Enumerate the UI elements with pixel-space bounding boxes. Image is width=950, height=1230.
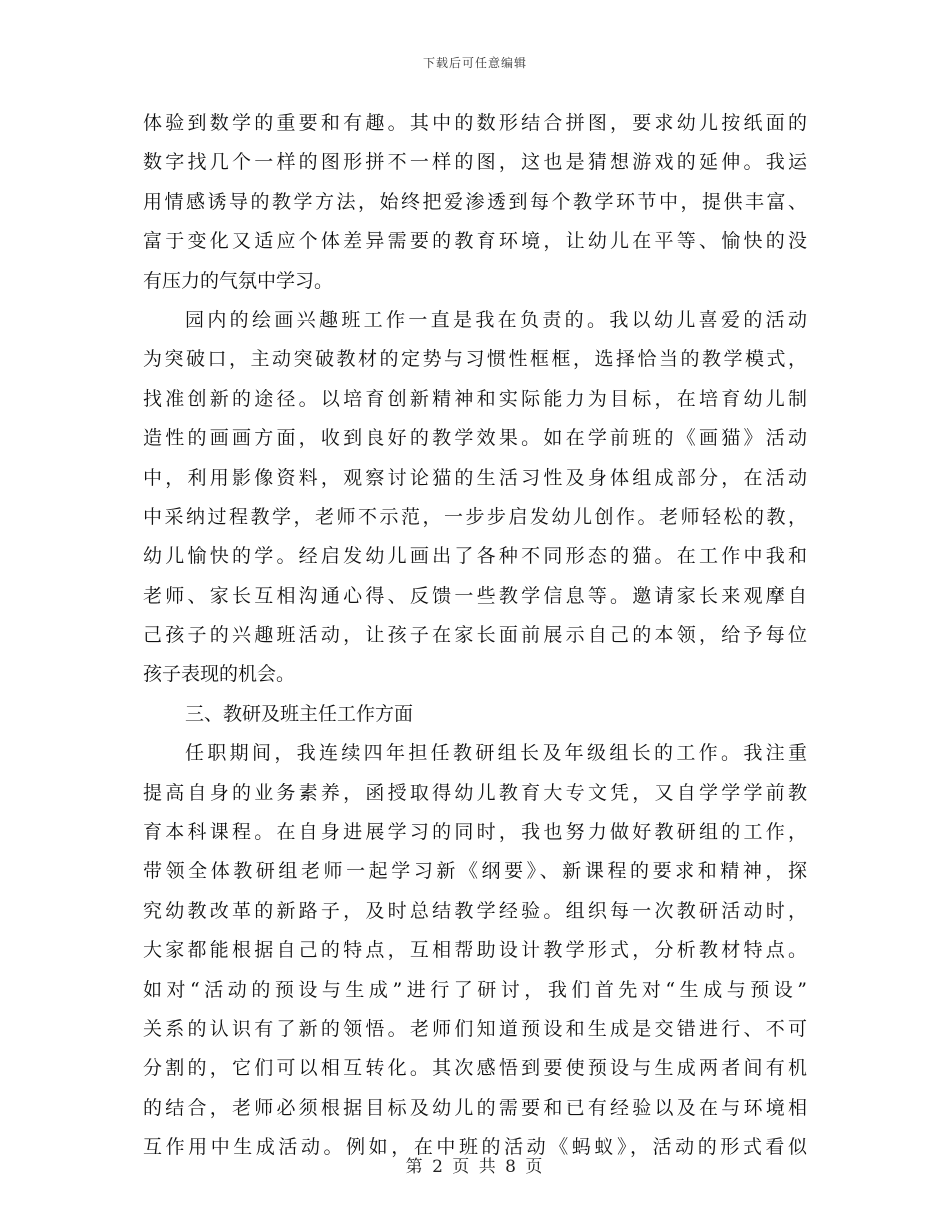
text-line: 富于变化又适应个体差异需要的教育环境，让幼儿在平等、愉快的没 [143,230,807,253]
text-line: 己孩子的兴趣班活动，让孩子在家长面前展示自己的本领，给予每位 [143,624,807,647]
text-line: 中采纳过程教学，老师不示范，一步步启发幼儿创作。老师轻松的教， [143,505,807,528]
text-line: 分割的，它们可以相互转化。其次感悟到要使预设与生成两者间有机 [143,1057,807,1080]
text-line: 互作用中生成活动。例如，在中班的活动《蚂蚁》，活动的形式看似 [143,1136,807,1159]
text-line: 如对“活动的预设与生成”进行了研讨，我们首先对“生成与预设” [143,978,807,1001]
text-line: 造性的画画方面，收到良好的教学效果。如在学前班的《画猫》活动 [143,427,807,450]
text-line: 育本科课程。在自身进展学习的同时，我也努力做好教研组的工作， [143,821,807,844]
text-line: 任职期间，我连续四年担任教研组长及年级组长的工作。我注重 [185,742,807,765]
text-line: 找准创新的途径。以培育创新精神和实际能力为目标，在培育幼儿制 [143,387,807,410]
text-line: 数字找几个一样的图形拼不一样的图，这也是猜想游戏的延伸。我运 [143,151,807,174]
text-line: 大家都能根据自己的特点，互相帮助设计教学形式，分析教材特点。 [143,939,807,962]
text-line: 老师、家长互相沟通心得、反馈一些教学信息等。邀请家长来观摩自 [143,584,807,607]
page-number-footer: 第 2 页 共 8 页 [405,1157,545,1177]
document-body [143,104,807,1168]
text-line: 体验到数学的重要和有趣。其中的数形结合拼图，要求幼儿按纸面的 [143,112,807,134]
text-line: 园内的绘画兴趣班工作一直是我在负责的。我以幼儿喜爱的活动 [185,308,807,331]
text-line: 带领全体教研组老师一起学习新《纲要》、新课程的要求和精神，探 [143,860,807,883]
text-line: 幼儿愉快的学。经启发幼儿画出了各种不同形态的猫。在工作中我和 [143,545,807,568]
page-header: 下载后可任意编辑 [422,56,527,70]
text-line: 孩子表现的机会。 [143,663,296,686]
text-line: 究幼教改革的新路子，及时总结教学经验。组织每一次教研活动时， [143,899,807,922]
text-line: 用情感诱导的教学方法，始终把爱渗透到每个教学环节中，提供丰富、 [143,190,807,213]
text-line: 中，利用影像资料，观察讨论猫的生活习性及身体组成部分，在活动 [143,466,807,489]
text-line: 关系的认识有了新的领悟。老师们知道预设和生成是交错进行、不可 [143,1017,807,1040]
text-line: 的结合，老师必须根据目标及幼儿的需要和已有经验以及在与环境相 [143,1096,807,1119]
text-line: 三、教研及班主任工作方面 [185,702,414,725]
text-line: 为突破口，主动突破教材的定势与习惯性框框，选择恰当的教学模式， [143,348,807,371]
text-line: 提高自身的业务素养，函授取得幼儿教育大专文凭，又自学学学前教 [143,781,807,804]
text-line: 有压力的气氛中学习。 [143,269,334,292]
